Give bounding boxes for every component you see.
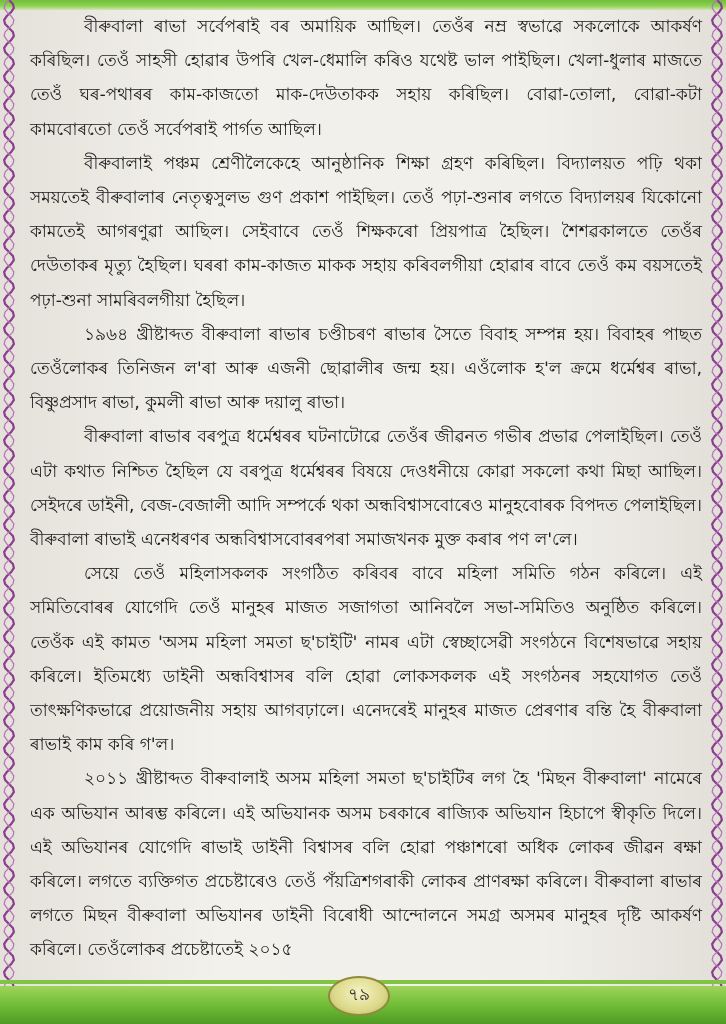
page-footer	[0, 976, 726, 1024]
paragraph-6: ২০১১ খ্ৰীষ্টাব্দত বীৰুবালাই অসম মহিলা সমতা ছ'চাইটিৰ লগ হৈ 'মিছন বীৰুবালা' নামেৰে এক অভিযান আৰম্ভ কৰিলে। এই অভিযানক অসম চৰকাৰে ৰাজ্যিক অভিযান হিচাপে স্বীকৃতি দিলে। এই অভিযানৰ যোগেদি ৰাভাই ডাইনী বিশ্বাসৰ বলি হোৱা পঞ্চাশৰো অধিক লোকৰ জীৱন ৰক্ষা কৰিলে। লগতে ব্যক্তিগত প্ৰচেষ্টাৰেও তেওঁ পঁয়ত্ৰিশগৰাকী লোকৰ প্ৰাণৰক্ষা কৰিলে। বীৰুবালা ৰাভাৰ লগতে মিছন বীৰুবালা অভিযানৰ ডাইনী বিৰোধী আন্দোলনে সমগ্ৰ অসমৰ মানুহৰ দৃষ্টি আকৰ্ষণ কৰিলে। তেওঁলোকৰ প্ৰচেষ্টাতেই ২০১৫	[30, 769, 702, 961]
paragraph-5: সেয়ে তেওঁ মহিলাসকলক সংগঠিত কৰিবৰ বাবে মহিলা সমিতি গঠন কৰিলে। এই সমিতিবোৰৰ যোগেদি তেওঁ মানুহৰ মাজত সজাগতা আনিবলৈ সভা-সমিতিও অনুষ্ঠিত কৰিলে। তেওঁক এই কামত 'অসম মহিলা সমতা ছ'চাইটি' নামৰ এটা স্বেচ্ছাসেৱী সংগঠনে বিশেষভাৱে সহায় কৰিলে। ইতিমধ্যে ডাইনী অন্ধবিশ্বাসৰ বলি হোৱা লোকসকলক এই সংগঠনৰ সহযোগত তেওঁ তাৎক্ষণিকভাৱে প্ৰয়োজনীয় সহায় আগবঢ়ালে। এনেদৰেই মানুহৰ মাজত প্ৰেৰণাৰ বন্তি হৈ বীৰুবালা ৰাভাই কাম কৰি গ'ল।	[30, 564, 702, 756]
page-body-text	[30, 10, 702, 968]
paragraph-3: ১৯৬৪ খ্ৰীষ্টাব্দত বীৰুবালা ৰাভাৰ চণ্ডীচৰণ ৰাভাৰ সৈতে বিবাহ সম্পন্ন হয়। বিবাহৰ পাছত তেওঁলোকৰ তিনিজন ল'ৰা আৰু এজনী ছোৱালীৰ জন্ম হয়। এওঁলোক হ'ল ক্ৰমে ধৰ্মেশ্বৰ ৰাভা, বিষ্ণুপ্ৰসাদ ৰাভা, কুমলী ৰাভা আৰু দয়ালু ৰাভা।	[30, 324, 702, 414]
paragraph-2: বীৰুবালাই পঞ্চম শ্ৰেণীলৈকেহে আনুষ্ঠানিক শিক্ষা গ্ৰহণ কৰিছিল। বিদ্যালয়ত পঢ়ি থকা সময়তেই বীৰুবালাৰ নেতৃত্বসুলভ গুণ প্ৰকাশ পাইছিল। তেওঁ পঢ়া-শুনাৰ লগতে বিদ্যালয়ৰ যিকোনো কামতেই আগৰণুৱা আছিল। সেইবাবে তেওঁ শিক্ষকৰো প্ৰিয়পাত্ৰ হৈছিল। শৈশৱকালতে তেওঁৰ দেউতাকৰ মৃত্যু হৈছিল। ঘৰৰা কাম-কাজত মাকক সহায় কৰিবলগীয়া হোৱাৰ বাবে তেওঁ কম বয়সতেই পঢ়া-শুনা সামৰিবলগীয়া হৈছিল।	[30, 153, 702, 311]
left-vine-border	[0, 0, 22, 1024]
right-vine-border	[704, 0, 726, 1024]
paragraph-1: বীৰুবালা ৰাভা সৰ্বেপৰাই বৰ অমায়িক আছিল। তেওঁৰ নম্ৰ স্বভাৱে সকলোকে আকৰ্ষণ কৰিছিল। তেওঁ সাহসী হোৱাৰ উপৰি খেল-ধেমালি কৰিও যথেষ্ট ভাল পাইছিল। খেলা-ধুলাৰ মাজতে তেওঁ ঘৰ-পথাৰৰ কাম-কাজতো মাক-দেউতাকক সহায় কৰিছিল। বোৱা-তোলা, বোৱা-কটা কামবোৰতো তেওঁ সৰ্বেপৰাই পাৰ্গত আছিল।	[30, 17, 702, 140]
page-number: ৭৯	[328, 976, 390, 1016]
paragraph-4: বীৰুবালা ৰাভাৰ বৰপুত্ৰ ধৰ্মেশ্বৰৰ ঘটনাটোৱে তেওঁৰ জীৱনত গভীৰ প্ৰভাৱ পেলাইছিল। তেওঁ এটা কথাত নিশ্চিত হৈছিল যে বৰপুত্ৰ ধৰ্মেশ্বৰৰ বিষয়ে দেওধনীয়ে কোৱা সকলো কথা মিছা আছিল। সেইদৰে ডাইনী, বেজ-বেজালী আদি সম্পৰ্কে থকা অন্ধবিশ্বাসবোৰেও মানুহবোৰক বিপদত পেলাইছিল। বীৰুবালা ৰাভাই এনেধৰণৰ অন্ধবিশ্বাসবোৰৰপৰা সমাজখনক মুক্ত কৰাৰ পণ ল'লে।	[30, 427, 702, 551]
top-border-band	[0, 0, 726, 10]
